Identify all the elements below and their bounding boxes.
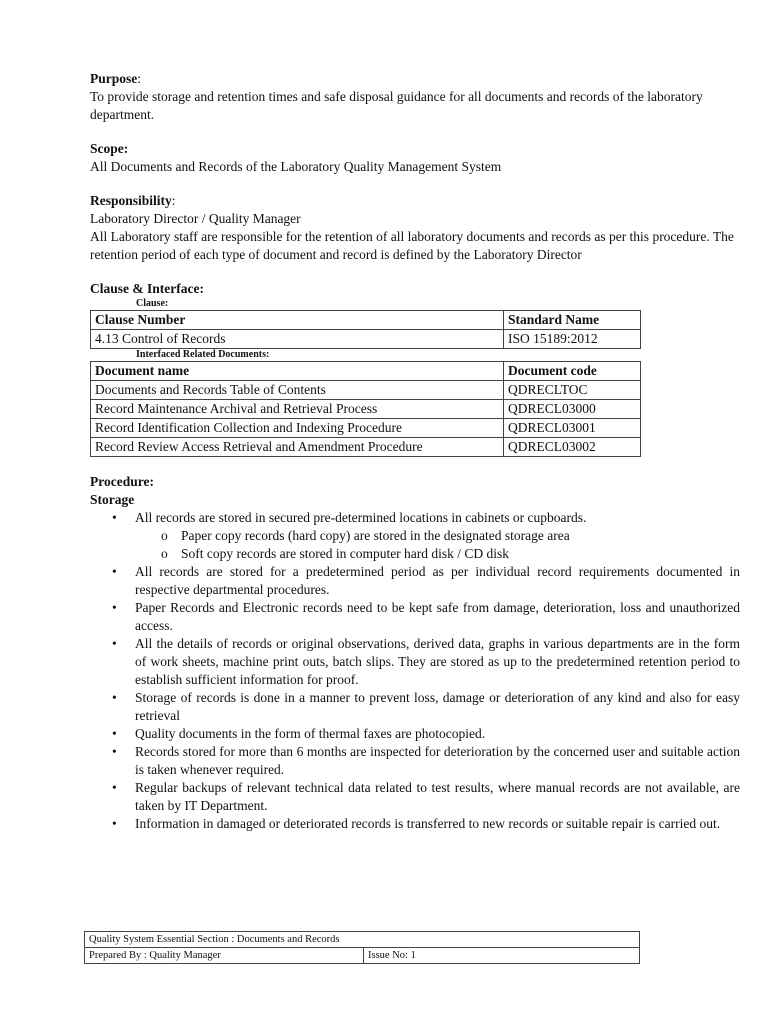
- standard-name-header: Standard Name: [504, 311, 641, 330]
- sub-bullet-list: [135, 527, 740, 563]
- purpose-text: To provide storage and retention times and safe disposal guidance for all documents and records of the laboratory department.: [90, 89, 703, 122]
- table-row: [91, 419, 641, 438]
- table-header-row: [91, 362, 641, 381]
- responsibility-text: All Laboratory staff are responsible for the retention of all laboratory documents and records as per this procedure. The retention period of each type of document and record is defined by the Laboratory Director: [90, 229, 734, 262]
- related-docs-sublabel: Interfaced Related Documents:: [136, 349, 270, 360]
- storage-bullet-list: [90, 509, 740, 833]
- table-row: [91, 330, 641, 349]
- procedure-heading: Procedure:: [90, 474, 154, 489]
- footer-issue-number: Issue No: 1: [364, 948, 640, 964]
- document-code-cell: QDRECLTOC: [504, 381, 641, 400]
- list-item: [135, 509, 740, 563]
- related-documents-table: [90, 361, 641, 457]
- list-item: • Information in damaged or deteriorated records is transferred to new records or suitable repair is carried out.: [135, 815, 740, 833]
- table-row: [91, 381, 641, 400]
- responsibility-roles: Laboratory Director / Quality Manager: [90, 211, 301, 226]
- list-item: • Storage of records is done in a manner to prevent loss, damage or deterioration of any kind and also for easy retrieval: [135, 689, 740, 725]
- table-row: [91, 400, 641, 419]
- list-item: • Paper Records and Electronic records need to be kept safe from damage, deterioration, loss and unauthorized access.: [135, 599, 740, 635]
- clause-table: [90, 310, 641, 349]
- document-code-cell: QDRECL03001: [504, 419, 641, 438]
- footer-prepared-by: Prepared By : Quality Manager: [85, 948, 364, 964]
- scope-heading: Scope:: [90, 141, 129, 156]
- list-item: • Regular backups of relevant technical data related to test results, where manual records are not available, are taken by IT Department.: [135, 779, 740, 815]
- document-name-cell: Record Review Access Retrieval and Amendment Procedure: [91, 438, 504, 457]
- document-code-cell: QDRECL03002: [504, 438, 641, 457]
- document-name-cell: Record Identification Collection and Indexing Procedure: [91, 419, 504, 438]
- footer-table: [84, 931, 640, 964]
- sub-list-item: o Soft copy records are stored in computer hard disk / CD disk: [181, 545, 740, 563]
- purpose-section: Purpose: To provide storage and retention times and safe disposal guidance for all documents and records of the laboratory department.: [90, 70, 740, 124]
- document-code-cell: QDRECL03000: [504, 400, 641, 419]
- footer-section-title: Quality System Essential Section : Documents and Records: [85, 932, 640, 948]
- storage-heading: Storage: [90, 492, 135, 507]
- responsibility-heading: Responsibility: [90, 193, 172, 208]
- document-name-cell: Record Maintenance Archival and Retrieval Process: [91, 400, 504, 419]
- sub-list-item: o Paper copy records (hard copy) are stored in the designated storage area: [181, 527, 740, 545]
- table-header-row: [91, 311, 641, 330]
- clause-interface-heading: Clause & Interface:: [90, 281, 204, 296]
- list-item: • Records stored for more than 6 months are inspected for deterioration by the concerned user and suitable action is taken whenever required.: [135, 743, 740, 779]
- table-row: [91, 438, 641, 457]
- list-item: • Quality documents in the form of thermal faxes are photocopied.: [135, 725, 740, 743]
- document-name-header: Document name: [91, 362, 504, 381]
- scope-section: [90, 140, 740, 176]
- document-body: [90, 70, 740, 833]
- standard-name-cell: ISO 15189:2012: [504, 330, 641, 349]
- scope-text: All Documents and Records of the Laboratory Quality Management System: [90, 159, 502, 174]
- clause-number-cell: 4.13 Control of Records: [91, 330, 504, 349]
- list-item: • All records are stored for a predetermined period as per individual record requirements documented in respective departmental procedures.: [135, 563, 740, 599]
- responsibility-section: Responsibility: Laboratory Director / Quality Manager All Laboratory staff are responsible for the retention of all laboratory documents and records as per this procedure. The retention period of each type of document and record is defined by the Laboratory Director: [90, 192, 740, 264]
- document-name-cell: Documents and Records Table of Contents: [91, 381, 504, 400]
- page-footer: [84, 931, 640, 964]
- purpose-heading: Purpose: [90, 71, 138, 86]
- list-item: • All the details of records or original observations, derived data, graphs in various departments are in the form of work sheets, machine print outs, batch slips. They are stored as up to the predetermined retention period to establish sufficient information for proof.: [135, 635, 740, 689]
- clause-interface-section: [90, 280, 740, 457]
- clause-sublabel: Clause:: [136, 298, 169, 309]
- clause-number-header: Clause Number: [91, 311, 504, 330]
- document-code-header: Document code: [504, 362, 641, 381]
- procedure-section: [90, 473, 740, 833]
- bullet-text: All records are stored in secured pre-determined locations in cabinets or cupboards.: [135, 510, 587, 525]
